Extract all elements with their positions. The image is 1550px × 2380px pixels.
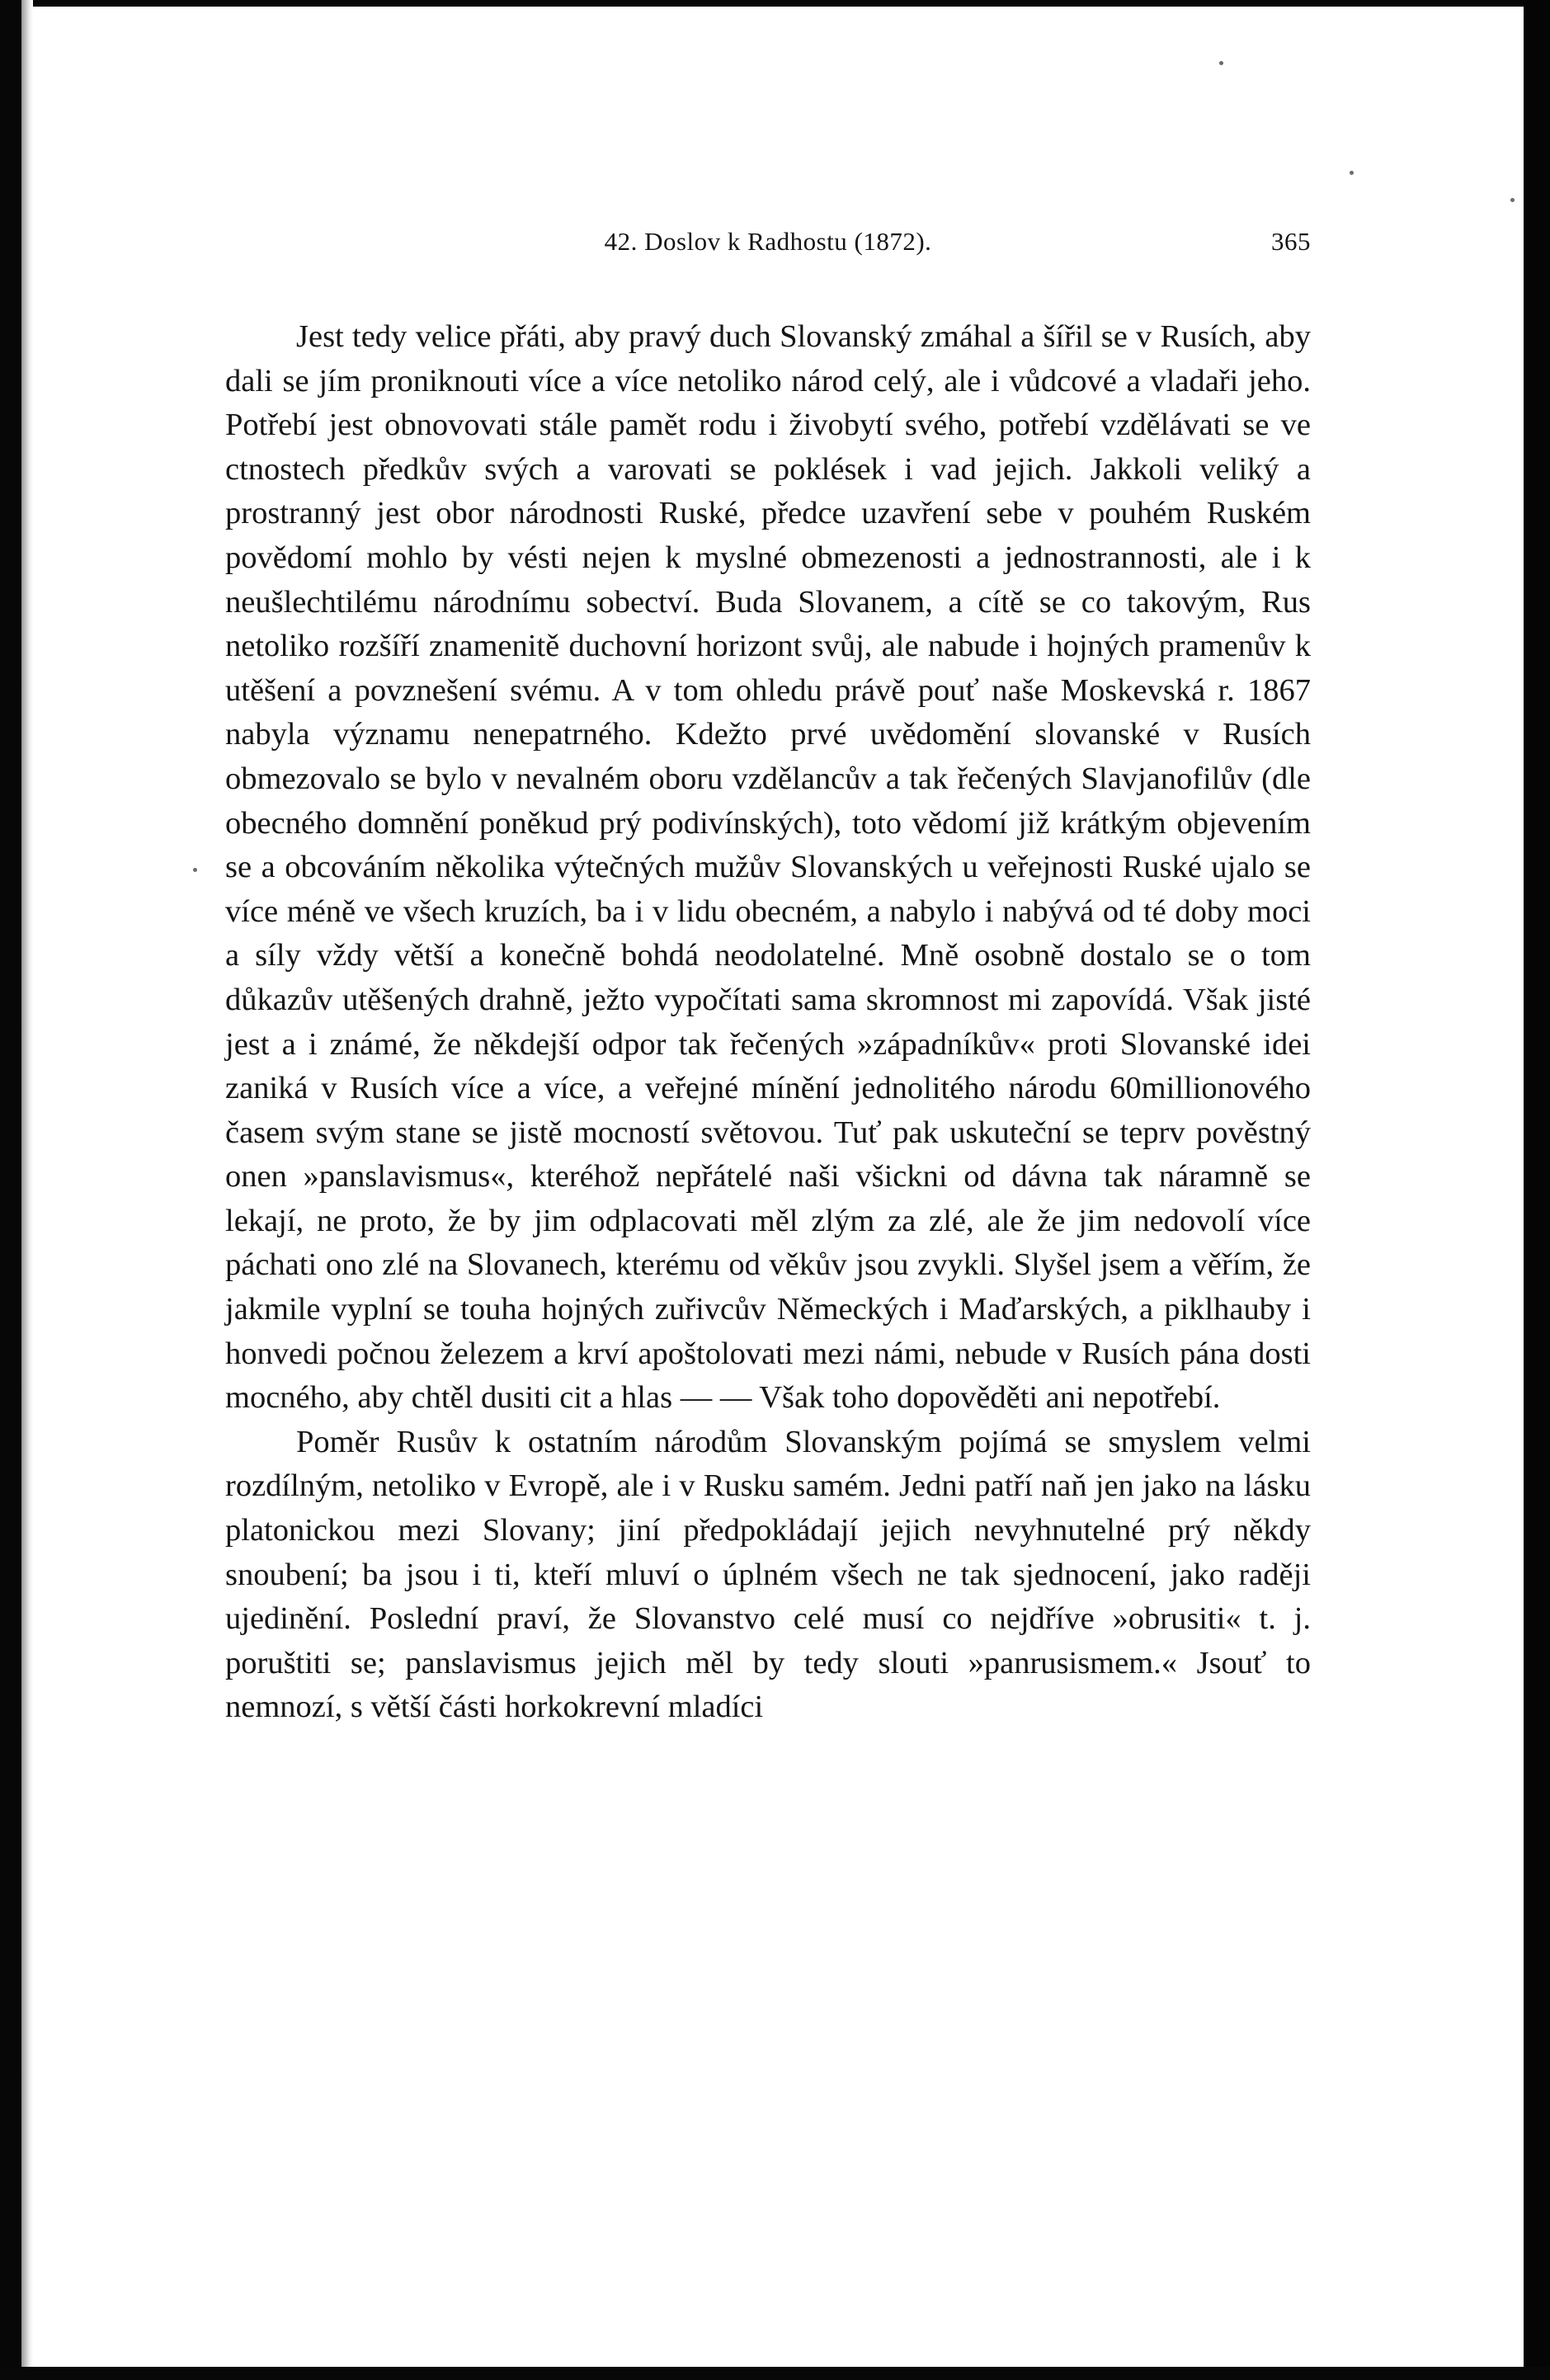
- scan-border-top: [0, 0, 1550, 7]
- chapter-title: 42. Doslov k Radhostu (1872).: [604, 227, 932, 256]
- scan-border-right: [1524, 0, 1550, 2380]
- scan-speck: [1510, 198, 1515, 202]
- paragraph: Poměr Rusův k ostatním národům Slovanským pojímá se smyslem velmi rozdílným, netoliko v Evropě, ale i v Rusku samém. Jedni patří naň jen jako na lásku platonickou mezi Slovany; jiní předpokládají jejich nevyhnutelné prý někdy snoubení; ba jsou i ti, kteří mluví o úplném všech ne tak sjednocení, jako raději ujedinění. Poslední praví, že Slovanstvo celé musí co nejdříve »obrusiti« t. j. poruštiti se; panslavismus jejich měl by tedy slouti »panrusismem.« Jsouť to nemnozí, s větší části horkokrevní mladíci: [225, 1424, 1311, 1725]
- scan-speck: [1350, 171, 1354, 175]
- paragraph: Jest tedy velice přáti, aby pravý duch Slovanský zmáhal a šířil se v Rusích, aby dali se jím proniknouti více a více netoliko národ celý, ale i vůdcové a vladaři jeho. Potřebí jest obnovovati stále pamět rodu i živobytí svého, potřebí vzdělávati se ve ctnostech předkův svých a varovati se poklések i vad jejich. Jakkoli veliký a prostranný jest obor národnosti Ruské, předce uzavření sebe v pouhém Ruském povědomí mohlo by vésti nejen k myslné obmezenosti a jednostrannosti, ale i k neušlechtilému národnímu sobectví. Buda Slovanem, a cítě se co takovým, Rus netoliko rozšíří znamenitě duchovní horizont svůj, ale nabude i hojných pramenův k utěšení a povznešení svému. A v tom ohledu právě pouť naše Moskevská r. 1867 nabyla významu nenepatrného. Kdežto prvé uvědomění slovanské v Rusích obmezovalo se bylo v nevalném oboru vzdělancův a tak řečených Slavjanofilův (dle obecného domnění poněkud prý podivínských), toto vědomí již krátkým objevením se a obcováním několika výtečných mužův Slovanských u veřejnosti Ruské ujalo se více méně ve všech kruzích, ba i v lidu obecném, a nabylo i nabývá od té doby moci a síly vždy větší a konečně bohdá neodolatelné. Mně osobně dostalo se o tom důkazův utěšených drahně, ježto vypočítati sama skromnost mi zapovídá. Však jisté jest a i známé, že někdejší odpor tak řečených »západníkův« proti Slovanské idei zaniká v Rusích více a více, a veřejné mínění jednolitého národu 60millionového časem svým stane se jistě mocností světovou. Tuť pak uskuteční se teprv pověstný onen »panslavismus«, kteréhož nepřátelé naši všickni od dávna tak náramně se lekají, ne proto, že by jim odplacovati měl zlým za zlé, ale že jim nedovolí více páchati ono zlé na Slovanech, kterému od věkův jsou zvykli. Slyšel jsem a věřím, že jakmile vyplní se touha hojných zuřivcův Německých i Maďarských, a piklhauby i honvedi počnou železem a krví apoštolovati mezi námi, nebude v Rusích pána dosti mocného, aby chtěl dusiti cit a hlas — — Však toho dopověděti ani nepotřebí.: [225, 319, 1311, 1416]
- scan-border-bottom: [0, 2367, 1550, 2380]
- scan-gutter-shadow: [21, 0, 33, 2380]
- scan-speck: [1219, 61, 1223, 65]
- page-number: 365: [1271, 227, 1311, 256]
- scan-border-left: [0, 0, 21, 2380]
- scan-speck: [193, 868, 197, 872]
- running-head: [225, 223, 1311, 261]
- book-page: [225, 223, 1311, 1730]
- body-text: [225, 315, 1311, 1730]
